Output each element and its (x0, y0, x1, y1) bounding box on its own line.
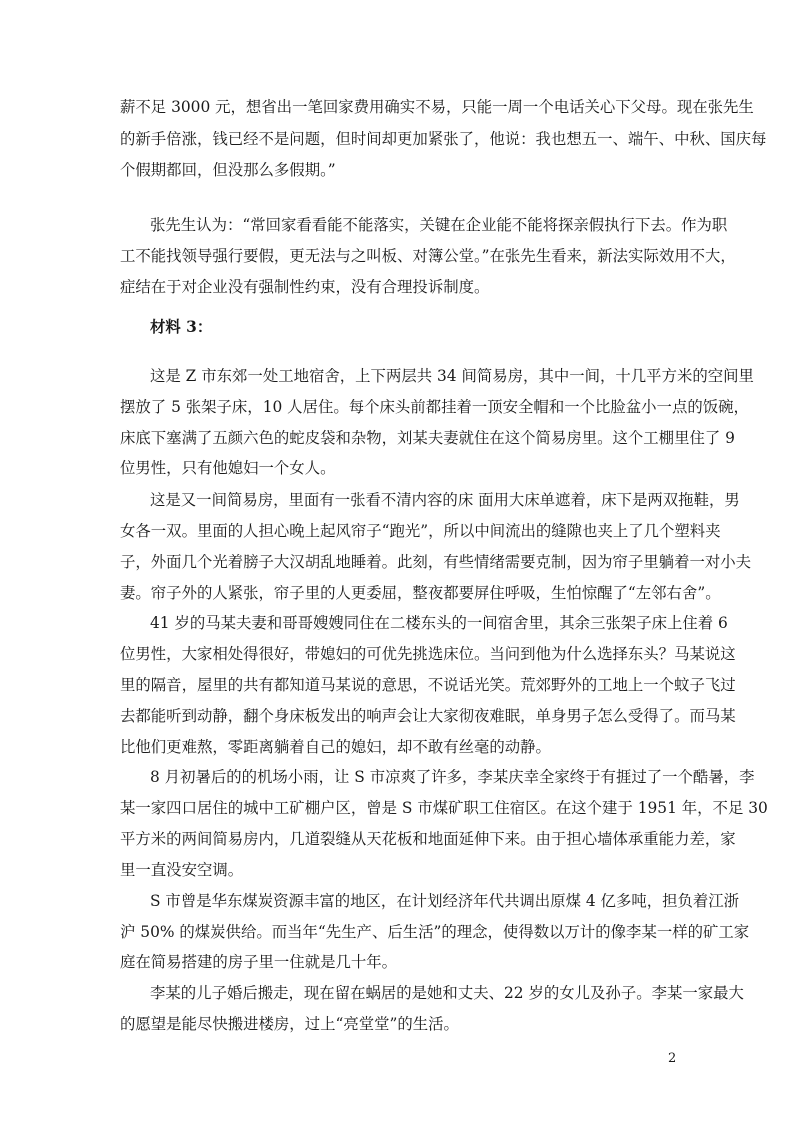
paragraph-1-line: 的新手倍涨，钱已经不是问题，但时间却更加紧张了，他说：我也想五一、端午、中秋、国庆每 (120, 130, 767, 148)
paragraph-6-line: 8 月初暑后的的机场小雨，让 S 市凉爽了许多，李某庆幸全家终于有捱过了一个酷暑，李 (150, 768, 755, 786)
paragraph-4-line: 子，外面几个光着膀子大汉胡乱地睡着。此刻，有些情绪需要克制，因为帘子里躺着一对小夫 (120, 553, 752, 571)
paragraph-7-line: 沪 50% 的煤炭供给。而当年“先生产、后生活”的理念，使得数以万计的像李某一样的矿工家 (120, 923, 750, 941)
page-number: 2 (668, 1051, 677, 1066)
paragraph-3-line: 这是 Z 市东郊一处工地宿舍，上下两层共 34 间简易房，其中一间，十几平方米的空间里 (150, 367, 754, 385)
paragraph-8-line: 的愿望是能尽快搬进楼房，过上“亮堂堂”的生活。 (120, 1015, 459, 1033)
paragraph-2-line: 工不能找领导强行要假，更无法与之叫板、对簿公堂。”在张先生看来，新法实际效用不大， (120, 247, 736, 265)
paragraph-4-line: 妻。帘子外的人紧张，帘子里的人更委屈，整夜都要屏住呼吸，生怕惊醒了“左邻右舍”。 (120, 584, 721, 602)
paragraph-3-line: 床底下塞满了五颜六色的蛇皮袋和杂物，刘某夫妻就住在这个简易房里。这个工棚里住了 9 (120, 429, 735, 447)
paragraph-5-line: 比他们更难熬，零距离躺着自己的媳妇，却不敢有丝毫的动静。 (120, 738, 551, 756)
material-heading: 材料 3： (150, 318, 213, 336)
paragraph-6-line: 平方米的两间简易房内，几道裂缝从天花板和地面延伸下来。由于担心墙体承重能力差，家 (120, 830, 736, 848)
paragraph-5-line: 去都能听到动静，翻个身床板发出的响声会让大家彻夜难眠，单身男子怎么受得了。而马某 (120, 707, 736, 725)
paragraph-6-line: 某一家四口居住的城中工矿棚户区，曾是 S 市煤矿职工住宿区。在这个建于 1951 年，不足 30 (120, 799, 768, 817)
paragraph-6-line: 里一直没安空调。 (120, 861, 244, 879)
paragraph-1-line: 薪不足 3000 元，想省出一笔回家费用确实不易，只能一周一个电话关心下父母。现在张先生 (120, 98, 754, 116)
paragraph-2-line: 张先生认为：“常回家看看能不能落实，关键在企业能不能将探亲假执行下去。作为职 (150, 216, 728, 234)
paragraph-8-line: 李某的儿子婚后搬走，现在留在蜗居的是她和丈夫、22 岁的女儿及孙子。李某一家最大 (150, 984, 744, 1002)
paragraph-5-line: 位男性，大家相处得很好，带媳妇的可优先挑选床位。当问到他为什么选择东头？马某说这 (120, 645, 736, 663)
paragraph-4-line: 女各一双。里面的人担心晚上起风帘子“跑光”，所以中间流出的缝隙也夹上了几个塑料夹 (120, 522, 721, 540)
paragraph-3-line: 摆放了 5 张架子床，10 人居住。每个床头前都挂着一顶安全帽和一个比脸盆小一点的饭碗， (120, 398, 749, 416)
paragraph-3-line: 位男性，只有他媳妇一个女人。 (120, 459, 336, 477)
paragraph-4-line: 这是又一间简易房，里面有一张看不清内容的床 面用大床单遮着，床下是两双拖鞋，男 (150, 491, 740, 509)
paragraph-7-line: S 市曾是华东煤炭资源丰富的地区，在计划经济年代共调出原煤 4 亿多吨，担负着江浙 (150, 892, 740, 910)
paragraph-7-line: 庭在简易搭建的房子里一住就是几十年。 (120, 953, 398, 971)
paragraph-5-line: 里的隔音，屋里的共有都知道马某说的意思，不说话光笑。荒郊野外的工地上一个蚊子飞过 (120, 676, 736, 694)
paragraph-5-line: 41 岁的马某夫妻和哥哥嫂嫂同住在二楼东头的一间宿舍里，其余三张架子床上住着 6 (150, 614, 728, 632)
paragraph-2-line: 症结在于对企业没有强制性约束，没有合理投诉制度。 (120, 278, 490, 296)
paragraph-1-line: 个假期都回，但没那么多假期。” (120, 161, 336, 179)
